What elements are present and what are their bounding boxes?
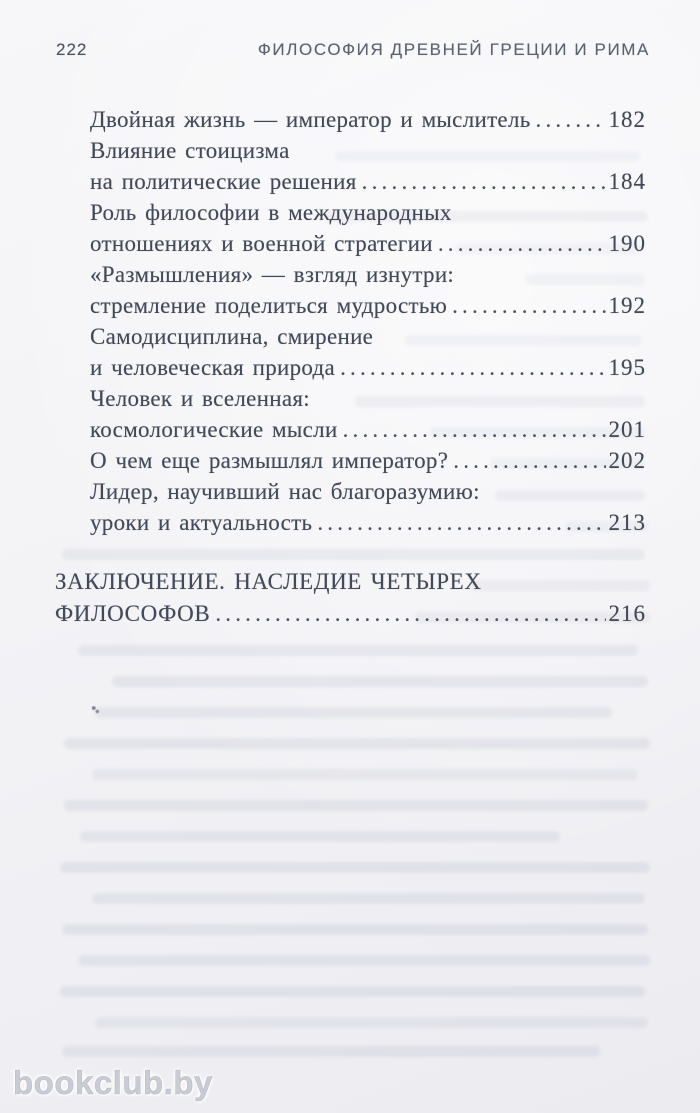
entry-title-text: Человек и вселенная: bbox=[90, 386, 310, 411]
toc-entry-line bbox=[90, 507, 646, 538]
dot-leader bbox=[362, 166, 606, 197]
dot-leader bbox=[438, 228, 606, 259]
entry-title-text: уроки и актуальность bbox=[90, 510, 313, 535]
dot-leader bbox=[343, 414, 606, 445]
running-header bbox=[56, 40, 650, 64]
conclusion-line bbox=[55, 566, 646, 598]
dot-leader bbox=[215, 598, 605, 630]
entry-page-number: 201 bbox=[608, 417, 646, 442]
entry-page-number: 190 bbox=[608, 231, 646, 256]
watermark: bookclub.by bbox=[13, 1064, 213, 1101]
toc-entry-line bbox=[90, 197, 646, 228]
toc-entry-line bbox=[90, 321, 646, 352]
entry-title-text: космологические мысли bbox=[90, 417, 338, 442]
dot-leader bbox=[452, 290, 605, 321]
entry-page-number: 195 bbox=[608, 355, 646, 380]
entry-page-number: 216 bbox=[608, 601, 646, 626]
dot-leader bbox=[536, 104, 606, 135]
entry-title-text: Лидер, научивший нас благоразумию: bbox=[90, 479, 480, 504]
toc-entry-line bbox=[90, 290, 646, 321]
entry-title-text: Двойная жизнь — император и мыслитель bbox=[90, 107, 531, 132]
entry-page-number: 192 bbox=[608, 293, 646, 318]
entry-title-text: и человеческая природа bbox=[90, 355, 336, 380]
toc-entry-line bbox=[90, 259, 646, 290]
toc-entry-line bbox=[90, 414, 646, 445]
entry-title-text: «Размышления» — взгляд изнутри: bbox=[90, 262, 455, 287]
conclusion-line bbox=[55, 598, 646, 630]
page-number: 222 bbox=[56, 40, 88, 59]
entry-page-number: 202 bbox=[608, 448, 646, 473]
toc-entry-line bbox=[90, 476, 646, 507]
toc-entry-line bbox=[90, 166, 646, 197]
toc-entry-line bbox=[90, 104, 646, 135]
running-title: ФИЛОСОФИЯ ДРЕВНЕЙ ГРЕЦИИ И РИМА bbox=[257, 40, 650, 59]
entry-title-text: стремление поделиться мудростью bbox=[90, 293, 448, 318]
entry-title-text: ФИЛОСОФОВ bbox=[55, 601, 211, 626]
toc-entry-line bbox=[90, 135, 646, 166]
entry-page-number: 182 bbox=[608, 107, 646, 132]
toc-entry-line bbox=[90, 352, 646, 383]
entry-title-text: О чем еще размышлял император? bbox=[90, 448, 449, 473]
toc-entry-line bbox=[90, 383, 646, 414]
conclusion-heading-block bbox=[55, 566, 646, 630]
entry-page-number: 213 bbox=[608, 510, 646, 535]
entry-title-text: Роль философии в международных bbox=[90, 200, 452, 225]
toc-entry-line bbox=[90, 228, 646, 259]
toc-entry-line bbox=[90, 445, 646, 476]
entry-title-text: ЗАКЛЮЧЕНИЕ. НАСЛЕДИЕ ЧЕТЫРЕХ bbox=[55, 569, 482, 594]
dot-leader bbox=[317, 507, 605, 538]
table-of-contents bbox=[90, 104, 646, 538]
entry-title-text: Самодисциплина, смирение bbox=[90, 324, 374, 349]
dot-leader bbox=[453, 445, 605, 476]
entry-title-text: на политические решения bbox=[90, 169, 357, 194]
dot-leader bbox=[340, 352, 605, 383]
entry-page-number: 184 bbox=[608, 169, 646, 194]
entry-title-text: отношениях и военной стратегии bbox=[90, 231, 433, 256]
entry-title-text: Влияние стоицизма bbox=[90, 138, 290, 163]
